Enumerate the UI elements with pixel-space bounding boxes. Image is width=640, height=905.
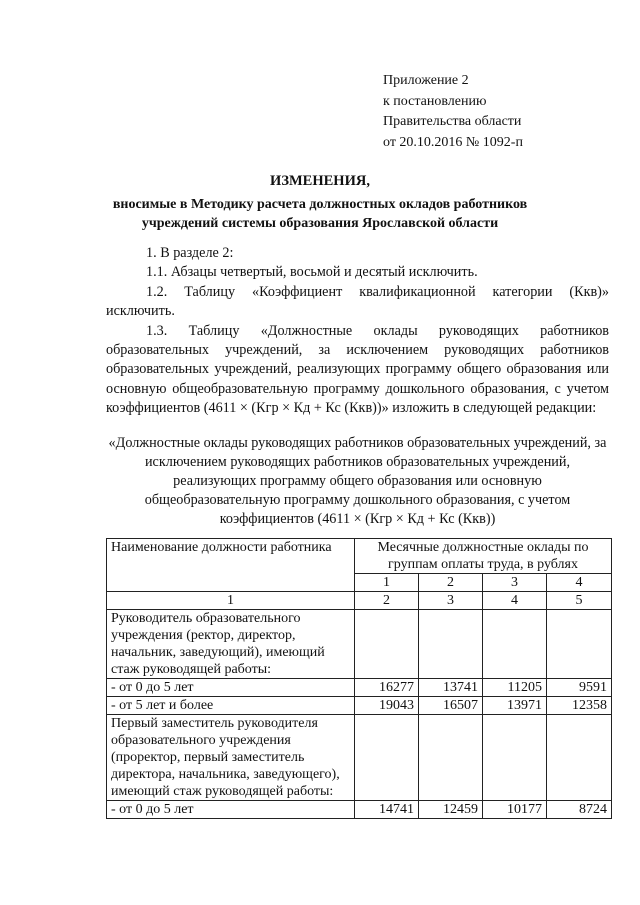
table-row <box>107 679 612 697</box>
row-label: Первый заместитель руководителя образовательного учреждения (проректор, первый заместитель директора, начальника, заведующего), имеющий стаж руководящей работы: <box>107 715 355 801</box>
paragraph: 1.2. Таблицу «Коэффициент квалификационной категории (Ккв)» исключить. <box>106 283 609 320</box>
subtitle-line: учреждений системы образования Ярославской области <box>141 216 499 231</box>
appendix-line: Приложение 2 <box>383 73 469 88</box>
value-cell: 14741 <box>355 801 419 819</box>
paragraph: 1.1. Абзацы четвертый, восьмой и десятый исключить. <box>146 264 478 281</box>
value-cell: 10177 <box>483 801 547 819</box>
table-row <box>107 610 612 679</box>
value-cell: 13741 <box>419 679 483 697</box>
colnum-cell: 2 <box>355 592 419 610</box>
value-cell <box>355 715 419 801</box>
value-cell: 11205 <box>483 679 547 697</box>
value-cell <box>419 715 483 801</box>
appendix-line: от 20.10.2016 № 1092-п <box>383 134 523 150</box>
appendix-block <box>383 71 523 153</box>
value-cell: 16507 <box>419 697 483 715</box>
value-cell: 19043 <box>355 697 419 715</box>
value-cell <box>355 610 419 679</box>
value-cell: 12358 <box>547 697 612 715</box>
value-cell: 8724 <box>547 801 612 819</box>
value-cell <box>483 610 547 679</box>
group-cell: 3 <box>483 574 547 592</box>
salary-table <box>106 538 612 819</box>
row-label: - от 5 лет и более <box>107 697 355 715</box>
value-cell: 9591 <box>547 679 612 697</box>
group-cell: 1 <box>355 574 419 592</box>
colnum-cell: 3 <box>419 592 483 610</box>
value-cell: 16277 <box>355 679 419 697</box>
row-label: - от 0 до 5 лет <box>107 801 355 819</box>
value-cell <box>419 610 483 679</box>
document-heading: ИЗМЕНЕНИЯ, <box>270 173 370 189</box>
colnum-cell: 4 <box>483 592 547 610</box>
header-salary: Месячные должностные оклады по группам оплаты труда, в рублях <box>355 539 612 574</box>
paragraph: 1.3. Таблицу «Должностные оклады руководящих работников образовательных учреждений, за исключением руководящих работников образовательных учреждений, реализующих программу общего образования или основную общеобразовательную программу дошкольного образования, с учетом коэффициентов (4611 × (Кгр × Кд + Кс (Ккв))» изложить в следующей редакции: <box>106 322 609 417</box>
value-cell: 13971 <box>483 697 547 715</box>
group-cell: 4 <box>547 574 612 592</box>
table-colnum-row <box>107 592 612 610</box>
appendix-line: Правительства области <box>383 114 522 129</box>
table-row <box>107 715 612 801</box>
document-subtitle <box>0 195 640 233</box>
body-text <box>106 244 609 419</box>
table-row <box>107 697 612 715</box>
row-label: - от 0 до 5 лет <box>107 679 355 697</box>
appendix-line: к постановлению <box>383 93 487 109</box>
table-row <box>107 801 612 819</box>
paragraph: 1. В разделе 2: <box>146 245 234 261</box>
colnum-cell: 5 <box>547 592 612 610</box>
table-caption: «Должностные оклады руководящих работников образовательных учреждений, за исключением руководящих работников образовательных учреждений, реализующих программу общего образования или основную общеобразовательную программу дошкольного образования, с учетом коэффициентов (4611 × (Кгр × Кд + Кс (Ккв)) <box>108 435 607 527</box>
group-cell: 2 <box>419 574 483 592</box>
table-header-row <box>107 539 612 574</box>
value-cell <box>483 715 547 801</box>
header-position: Наименование должности работника <box>107 539 355 592</box>
subtitle-line: вносимые в Методику расчета должностных окладов работников <box>112 197 528 212</box>
row-label: Руководитель образовательного учреждения (ректор, директор, начальник, заведующий), имеющий стаж руководящей работы: <box>107 610 355 679</box>
colnum-cell: 1 <box>107 592 355 610</box>
value-cell: 12459 <box>419 801 483 819</box>
value-cell <box>547 715 612 801</box>
value-cell <box>547 610 612 679</box>
